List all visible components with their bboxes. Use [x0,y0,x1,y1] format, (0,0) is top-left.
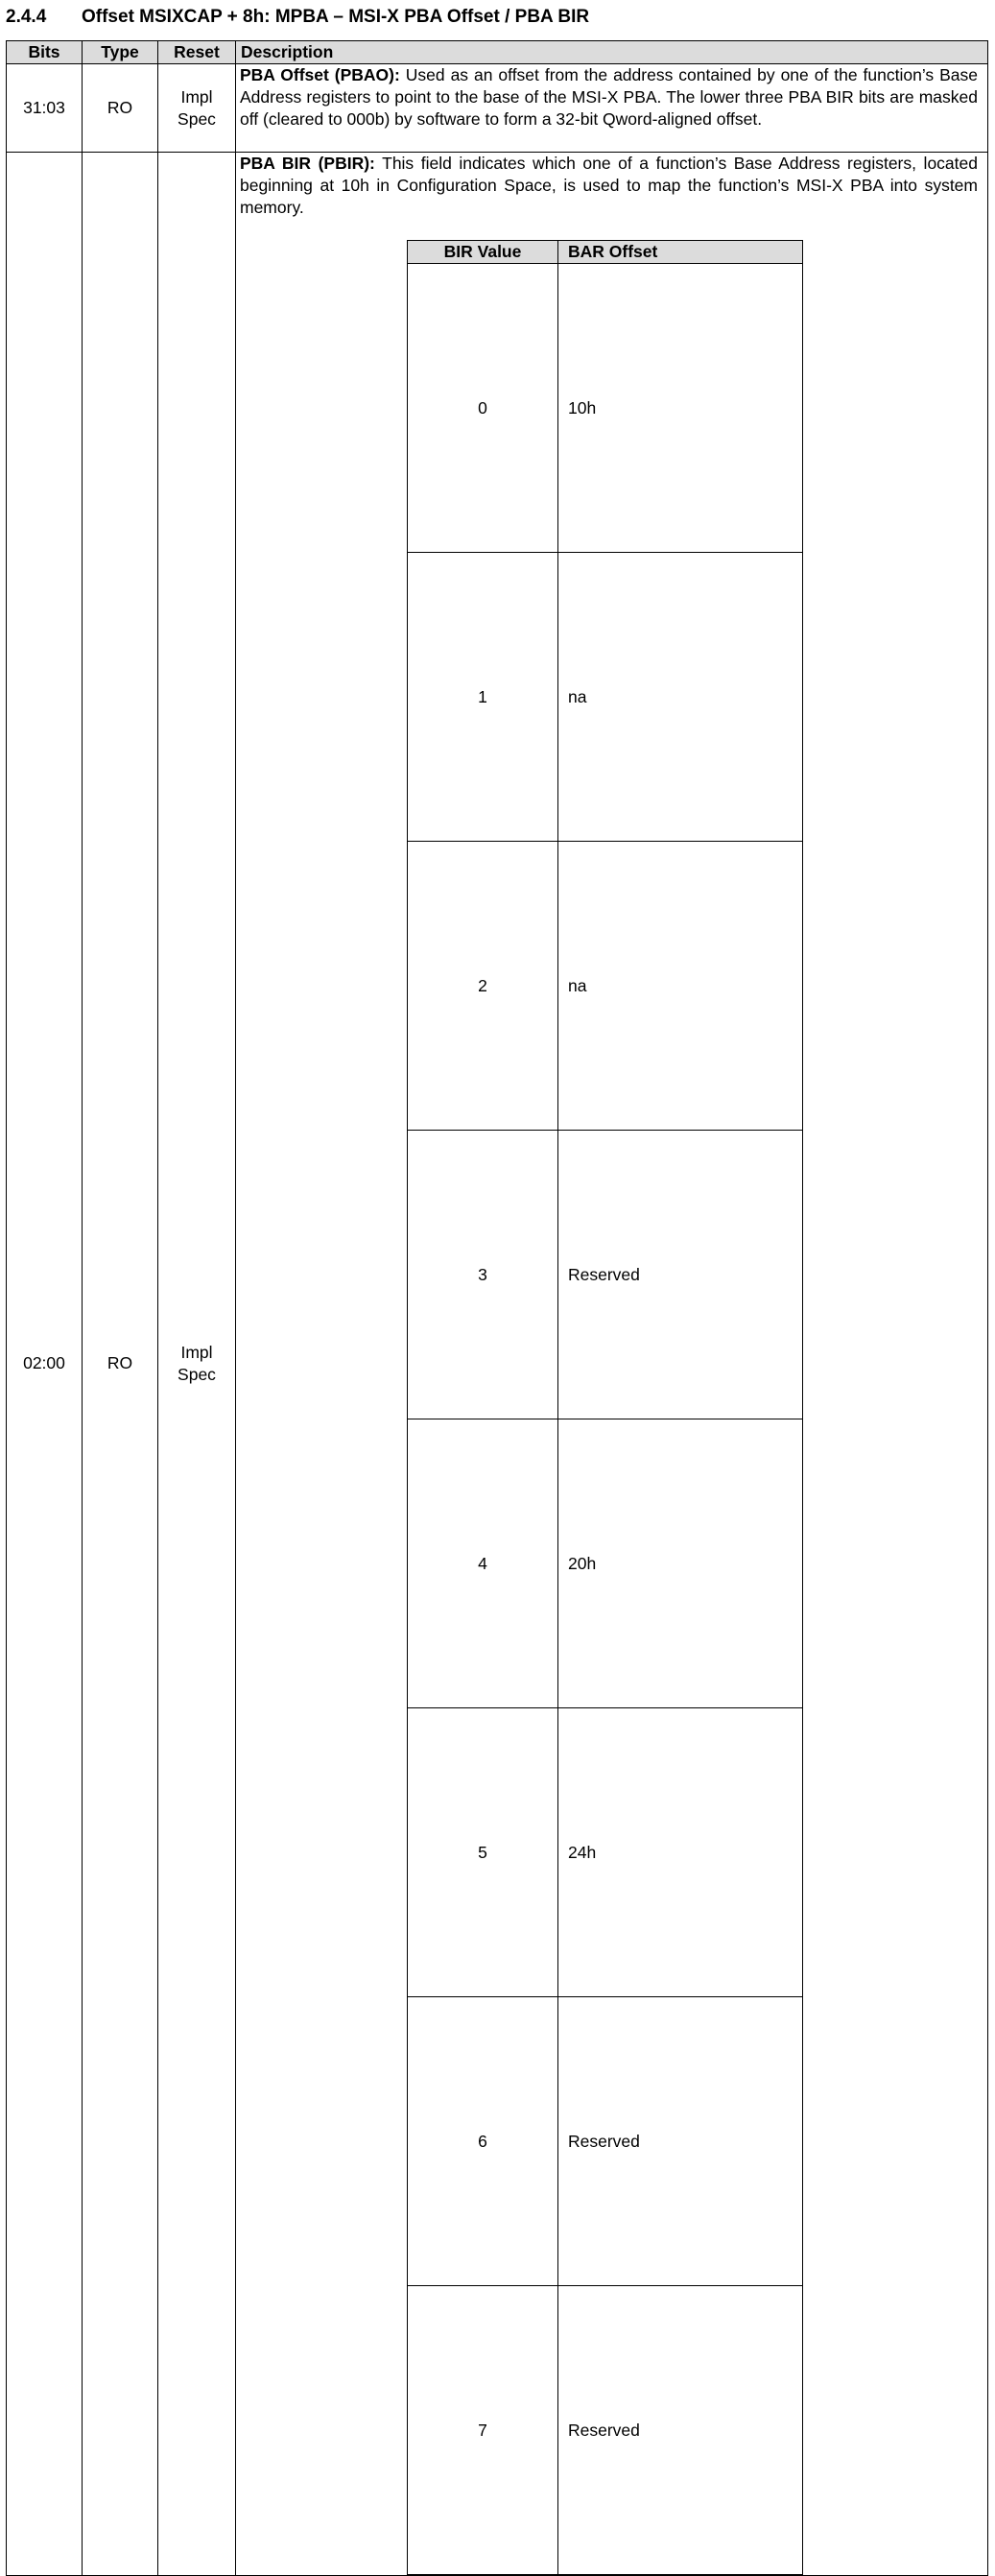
header-reset: Reset [158,41,236,64]
bir-value: 6 [408,1996,558,2285]
bar-offset: 20h [558,1419,803,1707]
description-cell [236,153,988,2576]
header-row [7,41,988,64]
type-cell: RO [83,64,158,153]
bar-offset: 10h [558,263,803,552]
field-description: Used as an offset from the address contained by one of the function’s Base Address registers to point to the base of the MSI-X PBA. The lower three PBA BIR bits are masked off (cleared to 000b) by software to form a 32-bit Qword-aligned offset. [240,65,978,129]
bar-offset: Reserved [558,1996,803,2285]
header-description: Description [236,41,988,64]
table-row [7,153,988,2576]
bir-row [408,552,803,841]
reset-line: Spec [178,108,216,129]
reset-line: Impl [180,86,213,107]
bir-row [408,2285,803,2574]
bir-value: 2 [408,841,558,1130]
register-table [6,40,988,2576]
bir-value: 0 [408,263,558,552]
reset-cell [158,153,236,2576]
reset-line: Spec [178,1364,216,1384]
bits-cell: 31:03 [7,64,83,153]
header-bir-value: BIR Value [408,241,558,264]
bits-cell: 02:00 [7,153,83,2576]
bir-value: 4 [408,1419,558,1707]
bar-offset: na [558,552,803,841]
reset-cell [158,64,236,153]
section-heading [6,6,589,29]
bir-header-row [408,241,803,264]
bir-value: 1 [408,552,558,841]
bir-row [408,1996,803,2285]
bir-row [408,1707,803,1996]
section-number: 2.4.4 [6,7,47,27]
header-bar-offset: BAR Offset [558,241,803,264]
description-cell [236,64,988,153]
bir-row [408,263,803,552]
bir-row [408,1130,803,1419]
section-title: Offset MSIXCAP + 8h: MPBA – MSI-X PBA Offset / PBA BIR [82,7,590,27]
field-description: This field indicates which one of a function’s Base Address registers, located beginning at 10h in Configuration Space, is used to map the function’s MSI-X PBA into system memory. [240,154,978,217]
header-type: Type [83,41,158,64]
reset-line: Impl [180,1342,213,1362]
table-row [7,64,988,153]
bar-offset: Reserved [558,2285,803,2574]
field-name: PBA BIR (PBIR): [240,154,375,173]
bir-value: 3 [408,1130,558,1419]
bar-offset: 24h [558,1707,803,1996]
bir-table [407,240,803,2575]
type-cell: RO [83,153,158,2576]
description-text [240,153,978,219]
bar-offset: na [558,841,803,1130]
bar-offset: Reserved [558,1130,803,1419]
bir-row [408,841,803,1130]
header-bits: Bits [7,41,83,64]
bir-value: 5 [408,1707,558,1996]
bir-value: 7 [408,2285,558,2574]
bir-row [408,1419,803,1707]
field-name: PBA Offset (PBAO): [240,65,400,84]
